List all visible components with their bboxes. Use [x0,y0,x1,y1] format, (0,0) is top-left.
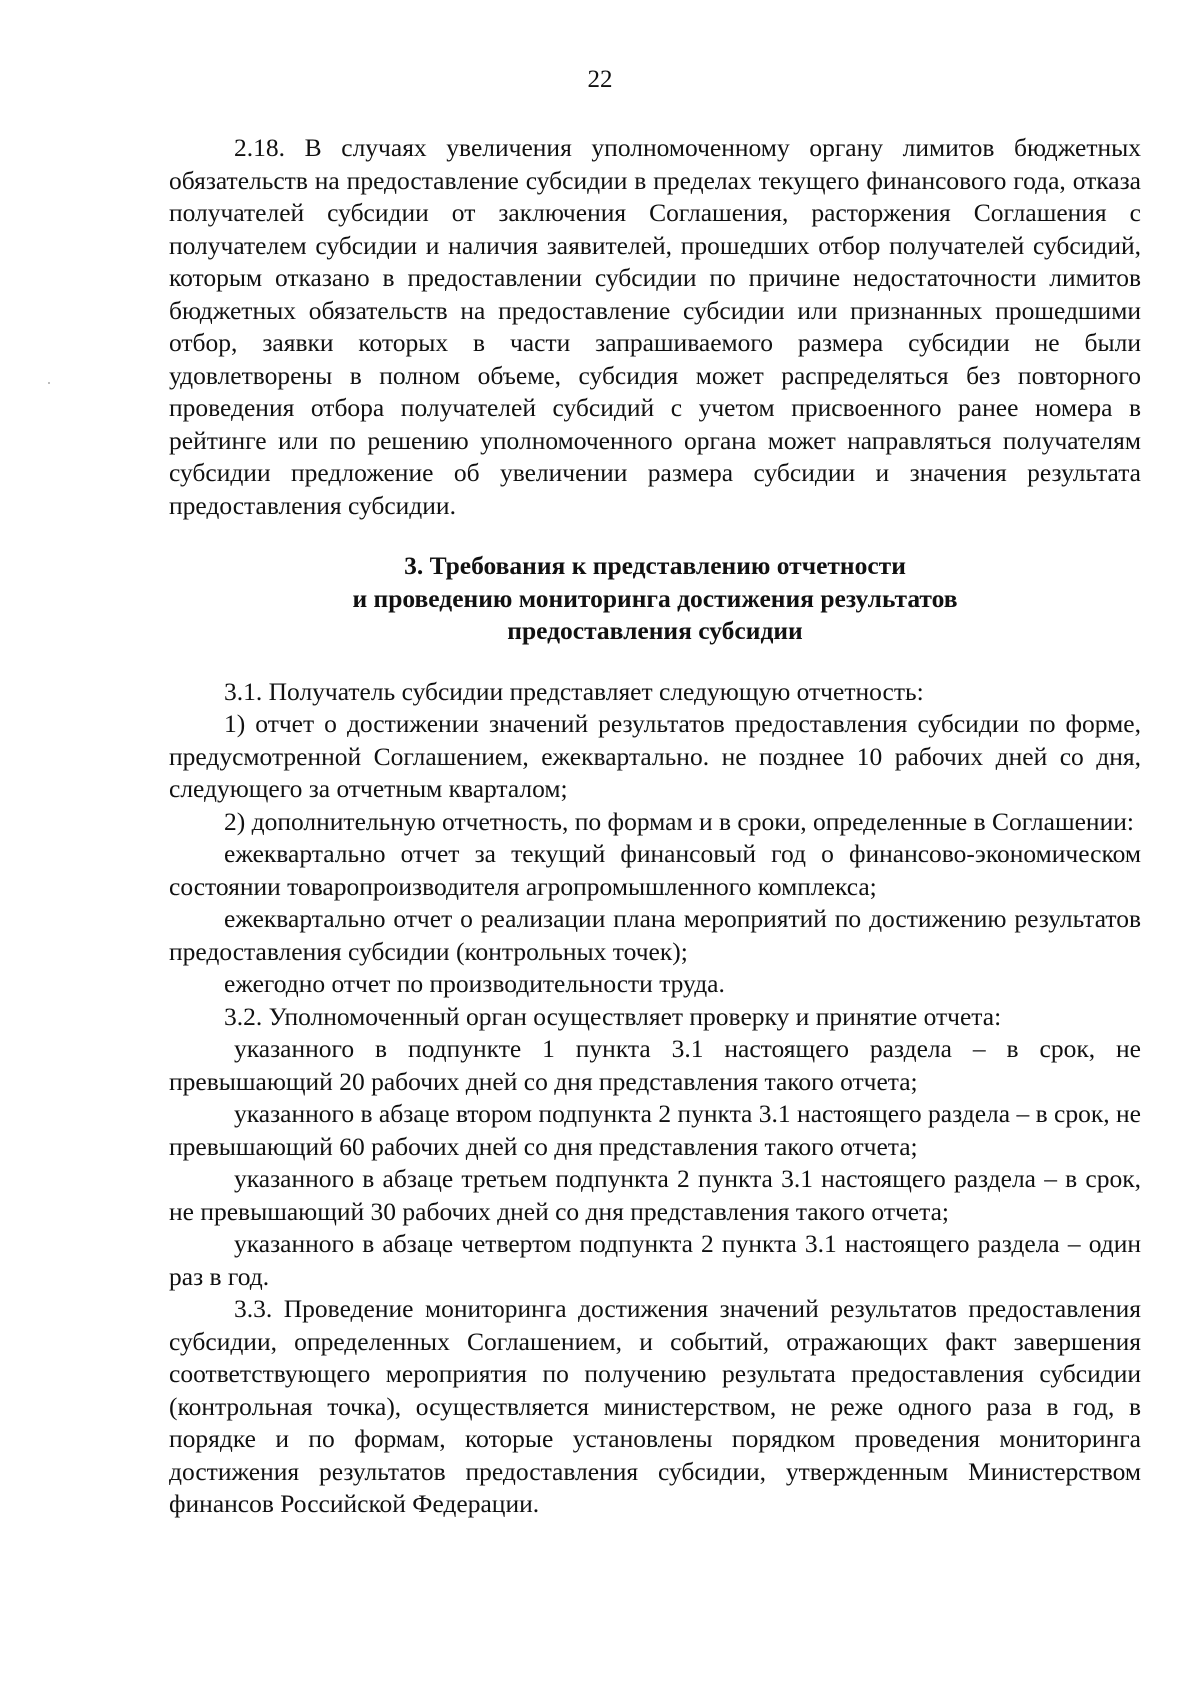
paragraph-3-2-a: указанного в подпункте 1 пункта 3.1 настоящего раздела – в срок, не превышающий 20 рабочих дней со дня представления такого отчета; [169,1034,1141,1096]
section-3-heading [169,550,1141,648]
heading-line-3: предоставления субсидии [507,616,803,645]
document-body [169,132,1141,1521]
paragraph-3-2: 3.2. Уполномоченный орган осуществляет проверку и принятие отчета: [224,1001,1002,1031]
scan-speck [48,382,50,384]
page-number: 22 [587,66,613,93]
paragraph-3-1-item-2-a: ежеквартально отчет за текущий финансовый год о финансово-экономическом состоянии товаропроизводителя агропромышленного комплекса; [169,839,1141,901]
paragraph-3-3: 3.3. Проведение мониторинга достижения значений результатов предоставления субсидии, определенных Соглашением, и событий, отражающих факт завершения соответствующего мероприятия по получению результата предоставления субсидии (контрольная точка), осуществляется министерством, не реже одного раза в год, в порядке и по формам, которые установлены порядком проведения мониторинга достижения результатов предоставления субсидии, утвержденным Министерством финансов Российской Федерации. [169,1294,1141,1518]
heading-line-2: и проведению мониторинга достижения результатов [352,583,958,613]
paragraph-3-1-item-2-c: ежегодно отчет по производительности труда. [224,969,725,998]
paragraph-2-18: 2.18. В случаях увеличения уполномоченному органу лимитов бюджетных обязательств на предоставление субсидии в пределах текущего финансового года, отказа получателей субсидии от заключения Соглашения, расторжения Соглашения с получателем субсидии и наличия заявителей, прошедших отбор получателей субсидий, которым отказано в предоставлении субсидии по причине недостаточности лимитов бюджетных обязательств на предоставление субсидии или признанных прошедшими отбор, заявки которых в части запрашиваемого размера субсидии не были удовлетворены в полном объеме, субсидия может распределяться без повторного проведения отбора получателей субсидий с учетом присвоенного ранее номера в рейтинге или по решению уполномоченного органа может направляться получателям субсидии предложение об увеличении размера субсидии и значения результата предоставления субсидии. [169,133,1141,520]
paragraph-3-1-item-1: 1) отчет о достижении значений результатов предоставления субсидии по форме, предусмотренной Соглашением, ежеквартально. не позднее 10 рабочих дней со дня, следующего за отчетным кварталом; [169,709,1141,803]
paragraph-3-1-item-2: 2) дополнительную отчетность, по формам и в сроки, определенные в Соглашении: [224,806,1134,836]
paragraph-3-2-d: указанного в абзаце четвертом подпункта 2 пункта 3.1 настоящего раздела – один раз в год. [169,1229,1141,1291]
paragraph-3-1-item-2-b: ежеквартально отчет о реализации плана мероприятий по достижению результатов предоставления субсидии (контрольных точек); [169,904,1141,966]
paragraph-3-1: 3.1. Получатель субсидии представляет следующую отчетность: [224,676,924,706]
paragraph-3-2-b: указанного в абзаце втором подпункта 2 пункта 3.1 настоящего раздела – в срок, не превышающий 60 рабочих дней со дня представления такого отчета; [169,1099,1141,1161]
paragraph-3-2-c: указанного в абзаце третьем подпункта 2 пункта 3.1 настоящего раздела – в срок, не превышающий 30 рабочих дней со дня представления такого отчета; [169,1164,1141,1226]
heading-line-1: 3. Требования к представлению отчетности [404,551,906,580]
